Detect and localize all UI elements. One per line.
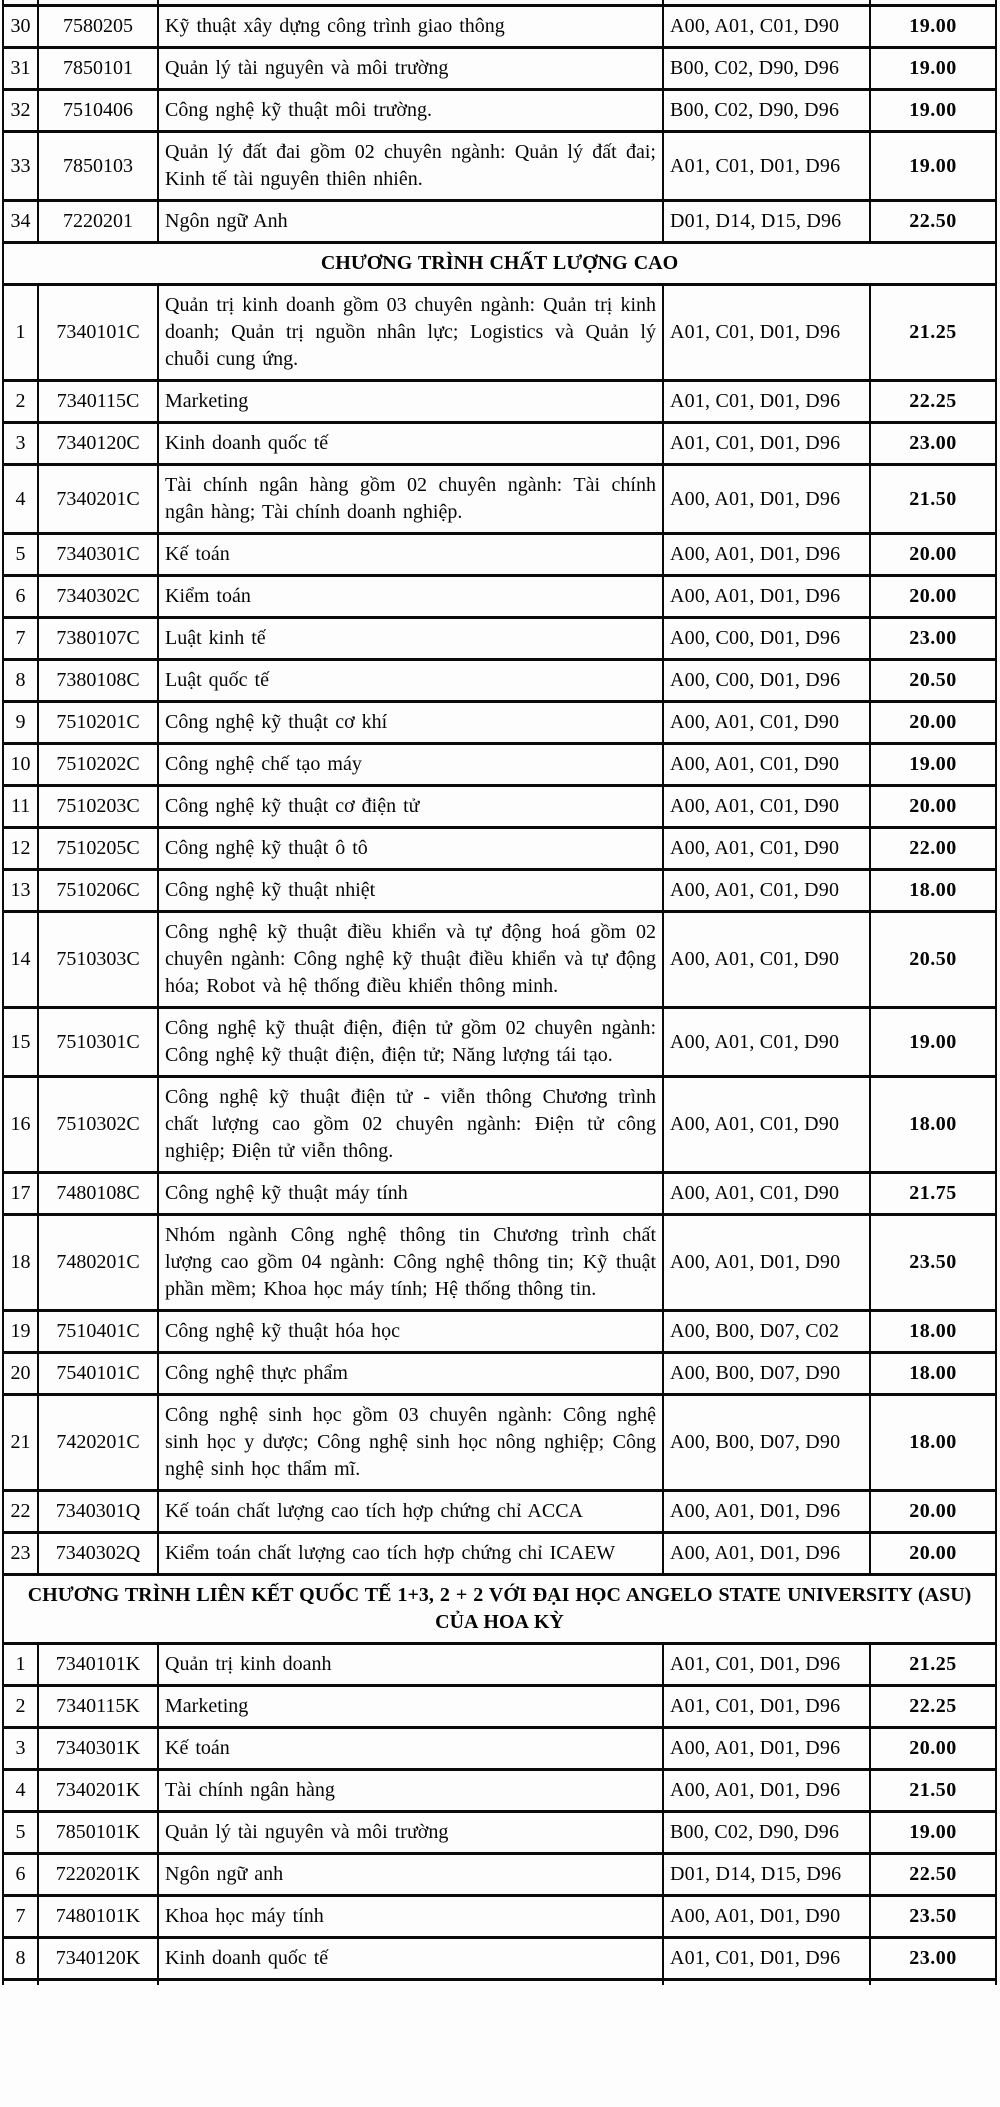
- cell-name: Quản lý tài nguyên và môi trường: [158, 48, 663, 90]
- table-row: [3, 201, 996, 243]
- table-row: [3, 576, 996, 618]
- cell-score: 22.25: [870, 1686, 996, 1728]
- cell-combos: A00, A01, C01, D90: [663, 828, 870, 870]
- cell-num: 22: [3, 1491, 38, 1533]
- cell-combos: A00, A01, C01, D90: [663, 6, 870, 48]
- cell-combos: A00, C00, D01, D96: [663, 618, 870, 660]
- cell-name: Kiểm toán chất lượng cao tích hợp chứng chỉ ICAEW: [158, 1533, 663, 1575]
- cell-score: 20.00: [870, 1491, 996, 1533]
- cell-name: Công nghệ kỹ thuật máy tính: [158, 1173, 663, 1215]
- cell-num: 5: [3, 1812, 38, 1854]
- cell-code: 7340115K: [38, 1686, 158, 1728]
- table-row: [3, 48, 996, 90]
- cell-code: 7340101K: [38, 1644, 158, 1686]
- cell-name: Công nghệ kỹ thuật cơ điện tử: [158, 786, 663, 828]
- cell-num: 31: [3, 48, 38, 90]
- cell-code: 7510401C: [38, 1311, 158, 1353]
- cell-name: Nhóm ngành Công nghệ thông tin Chương trình chất lượng cao gồm 04 ngành: Công nghệ thông tin; Kỹ thuật phần mềm; Khoa học máy tính; Hệ thống thông tin.: [158, 1215, 663, 1311]
- admission-scores-table: [2, 0, 997, 1985]
- cell-num: 33: [3, 132, 38, 201]
- cell-num: 12: [3, 828, 38, 870]
- cell-code: 7510302C: [38, 1077, 158, 1173]
- cell-combos: D01, D14, D15, D96: [663, 1854, 870, 1896]
- cell-combos: B00, C02, D90, D96: [663, 1812, 870, 1854]
- cell-num: 13: [3, 870, 38, 912]
- cell-score: 18.00: [870, 1353, 996, 1395]
- cell-name: Công nghệ kỹ thuật môi trường.: [158, 90, 663, 132]
- cell-num: 15: [3, 1008, 38, 1077]
- cell-combos: A00, B00, D07, D90: [663, 1353, 870, 1395]
- table-row: [3, 1353, 996, 1395]
- cell-score: 20.00: [870, 1728, 996, 1770]
- cell-num: 4: [3, 465, 38, 534]
- cell-combos: A00, A01, D01, D96: [663, 1533, 870, 1575]
- cell-code: 7510203C: [38, 786, 158, 828]
- cell-num: 9: [3, 702, 38, 744]
- table-row: [3, 465, 996, 534]
- cell-combos: A00, A01, C01, D90: [663, 1173, 870, 1215]
- cell-num: 20: [3, 1353, 38, 1395]
- cell-combos: A00, A01, C01, D90: [663, 786, 870, 828]
- cell-combos: A00, B00, D07, D90: [663, 1395, 870, 1491]
- table-row: [3, 381, 996, 423]
- cell-code: 7850101K: [38, 1812, 158, 1854]
- cell-combos: A01, C01, D01, D96: [663, 285, 870, 381]
- cell-combos: A00, A01, D01, D96: [663, 1491, 870, 1533]
- table-row: [3, 1077, 996, 1173]
- cell-name: Công nghệ kỹ thuật cơ khí: [158, 702, 663, 744]
- cell-name: Công nghệ kỹ thuật điện tử - viễn thông Chương trình chất lượng cao gồm 02 chuyên ngành: Điện tử công nghiệp; Điện tử viễn thông.: [158, 1077, 663, 1173]
- cell-score: 19.00: [870, 48, 996, 90]
- cell-num: 4: [3, 1770, 38, 1812]
- cell-code: 7510206C: [38, 870, 158, 912]
- table-row: [3, 534, 996, 576]
- cell-name: Công nghệ thực phẩm: [158, 1353, 663, 1395]
- cell-num: 14: [3, 912, 38, 1008]
- table-row: [3, 660, 996, 702]
- cell-num: 8: [3, 660, 38, 702]
- cell-score: 20.00: [870, 534, 996, 576]
- cell-code: 7340301Q: [38, 1491, 158, 1533]
- cell-score: 19.00: [870, 1008, 996, 1077]
- cell-num: 21: [3, 1395, 38, 1491]
- table-row: [3, 1938, 996, 1980]
- cell-name: Luật kinh tế: [158, 618, 663, 660]
- cell-name: Công nghệ kỹ thuật ô tô: [158, 828, 663, 870]
- cell-num: 8: [3, 1938, 38, 1980]
- cell-name: Quản lý đất đai gồm 02 chuyên ngành: Quản lý đất đai; Kinh tế tài nguyên thiên nhiên.: [158, 132, 663, 201]
- cell-score: 20.00: [870, 786, 996, 828]
- cell-num: 2: [3, 1686, 38, 1728]
- cell-code: 7510201C: [38, 702, 158, 744]
- table-row: [3, 1491, 996, 1533]
- table-row: [3, 132, 996, 201]
- table-row: [3, 1311, 996, 1353]
- cell-combos: A00, A01, D01, D96: [663, 576, 870, 618]
- table-row: [3, 912, 996, 1008]
- cell-code: 7220201: [38, 201, 158, 243]
- cell-name: Công nghệ kỹ thuật điện, điện tử gồm 02 chuyên ngành: Công nghệ kỹ thuật điện, điện tử; Năng lượng tái tạo.: [158, 1008, 663, 1077]
- cell-name: Kinh doanh quốc tế: [158, 1938, 663, 1980]
- section-title: CHƯƠNG TRÌNH CHẤT LƯỢNG CAO: [3, 243, 996, 285]
- cell-combos: A01, C01, D01, D96: [663, 132, 870, 201]
- table-row: [3, 423, 996, 465]
- cell-combos: A00, B00, D07, C02: [663, 1311, 870, 1353]
- cell-num: 3: [3, 1728, 38, 1770]
- cell-combos: A00, A01, C01, D90: [663, 912, 870, 1008]
- cell-combos: A00, C00, D01, D96: [663, 660, 870, 702]
- cell-num: 23: [3, 1533, 38, 1575]
- cell-name: Ngôn ngữ Anh: [158, 201, 663, 243]
- cell-score: 23.50: [870, 1896, 996, 1938]
- table-row: [3, 1173, 996, 1215]
- cell-code: 7580205: [38, 6, 158, 48]
- cell-score: 18.00: [870, 1311, 996, 1353]
- cell-combos: A00, A01, C01, D90: [663, 744, 870, 786]
- cell-num: 7: [3, 1896, 38, 1938]
- cell-code: 7340120K: [38, 1938, 158, 1980]
- cell-num: 1: [3, 285, 38, 381]
- cell-score: 19.00: [870, 132, 996, 201]
- cell-combos: A01, C01, D01, D96: [663, 423, 870, 465]
- cell-name: Quản lý tài nguyên và môi trường: [158, 1812, 663, 1854]
- cell-num: 6: [3, 1854, 38, 1896]
- cell-score: 18.00: [870, 870, 996, 912]
- section-title: CHƯƠNG TRÌNH LIÊN KẾT QUỐC TẾ 1+3, 2 + 2 VỚI ĐẠI HỌC ANGELO STATE UNIVERSITY (ASU) CỦA HOA KỲ: [3, 1575, 996, 1644]
- cell-score: 19.00: [870, 1812, 996, 1854]
- cell-code: 7510406: [38, 90, 158, 132]
- cell-score: 19.00: [870, 744, 996, 786]
- table-row: [3, 1395, 996, 1491]
- cell-combos: A00, A01, C01, D90: [663, 702, 870, 744]
- section-header-row: [3, 243, 996, 285]
- table-row: [3, 1812, 996, 1854]
- cropped-row-bottom: [3, 1980, 996, 1986]
- cell-combos: A01, C01, D01, D96: [663, 381, 870, 423]
- cell-combos: B00, C02, D90, D96: [663, 48, 870, 90]
- cell-score: 20.00: [870, 576, 996, 618]
- table-row: [3, 618, 996, 660]
- table-row: [3, 744, 996, 786]
- table-row: [3, 1770, 996, 1812]
- cell-code: 7380107C: [38, 618, 158, 660]
- cell-combos: A00, A01, D01, D96: [663, 1770, 870, 1812]
- table-row: [3, 90, 996, 132]
- cell-name: Tài chính ngân hàng gồm 02 chuyên ngành: Tài chính ngân hàng; Tài chính doanh nghiệp.: [158, 465, 663, 534]
- cell-name: Công nghệ kỹ thuật hóa học: [158, 1311, 663, 1353]
- cell-score: 20.50: [870, 660, 996, 702]
- cell-combos: A00, A01, D01, D90: [663, 1896, 870, 1938]
- cell-combos: A00, A01, C01, D90: [663, 1008, 870, 1077]
- cell-combos: A00, A01, C01, D90: [663, 1077, 870, 1173]
- cell-num: 1: [3, 1644, 38, 1686]
- cell-num: 2: [3, 381, 38, 423]
- cell-code: 7340120C: [38, 423, 158, 465]
- cell-combos: A00, A01, D01, D96: [663, 534, 870, 576]
- cell-name: Kỹ thuật xây dựng công trình giao thông: [158, 6, 663, 48]
- cropped-next-row: [3, 1980, 996, 1986]
- cell-name: Ngôn ngữ anh: [158, 1854, 663, 1896]
- cell-score: 22.50: [870, 201, 996, 243]
- cell-name: Kiểm toán: [158, 576, 663, 618]
- cell-num: 5: [3, 534, 38, 576]
- table-row: [3, 870, 996, 912]
- cell-num: 7: [3, 618, 38, 660]
- cell-name: Kinh doanh quốc tế: [158, 423, 663, 465]
- cell-combos: A01, C01, D01, D96: [663, 1644, 870, 1686]
- cell-name: Quản trị kinh doanh gồm 03 chuyên ngành: Quản trị kinh doanh; Quản trị nguồn nhân lực; Logistics và Quản lý chuỗi cung ứng.: [158, 285, 663, 381]
- table-row: [3, 786, 996, 828]
- table-row: [3, 285, 996, 381]
- table-row: [3, 1533, 996, 1575]
- cell-name: Quản trị kinh doanh: [158, 1644, 663, 1686]
- cell-name: Kế toán: [158, 534, 663, 576]
- cell-score: 20.00: [870, 702, 996, 744]
- cell-score: 22.25: [870, 381, 996, 423]
- table-row: [3, 1896, 996, 1938]
- cell-num: 30: [3, 6, 38, 48]
- section-header-row: [3, 1575, 996, 1644]
- cell-score: 19.00: [870, 90, 996, 132]
- cell-score: 18.00: [870, 1077, 996, 1173]
- cell-code: 7510202C: [38, 744, 158, 786]
- cell-num: 16: [3, 1077, 38, 1173]
- cell-code: 7340101C: [38, 285, 158, 381]
- cell-score: 21.75: [870, 1173, 996, 1215]
- cell-score: 22.00: [870, 828, 996, 870]
- cell-combos: D01, D14, D15, D96: [663, 201, 870, 243]
- cell-code: 7850103: [38, 132, 158, 201]
- cell-score: 20.00: [870, 1533, 996, 1575]
- table-row: [3, 1854, 996, 1896]
- cell-code: 7850101: [38, 48, 158, 90]
- cell-code: 7340301K: [38, 1728, 158, 1770]
- cell-combos: A01, C01, D01, D96: [663, 1938, 870, 1980]
- cell-num: 19: [3, 1311, 38, 1353]
- cell-code: 7340302Q: [38, 1533, 158, 1575]
- cell-code: 7340302C: [38, 576, 158, 618]
- cell-combos: B00, C02, D90, D96: [663, 90, 870, 132]
- cell-code: 7340201C: [38, 465, 158, 534]
- cell-code: 7340301C: [38, 534, 158, 576]
- cell-num: 17: [3, 1173, 38, 1215]
- cell-combos: A01, C01, D01, D96: [663, 1686, 870, 1728]
- cell-score: 22.50: [870, 1854, 996, 1896]
- cell-name: Công nghệ kỹ thuật điều khiển và tự động hoá gồm 02 chuyên ngành: Công nghệ kỹ thuật điều khiển và tự động hóa; Robot và hệ thống điều khiển thông minh.: [158, 912, 663, 1008]
- cell-name: Công nghệ sinh học gồm 03 chuyên ngành: Công nghệ sinh học y dược; Công nghệ sinh học nông nghiệp; Công nghệ sinh học thẩm mĩ.: [158, 1395, 663, 1491]
- cell-score: 23.50: [870, 1215, 996, 1311]
- cell-score: 23.00: [870, 423, 996, 465]
- cell-num: 6: [3, 576, 38, 618]
- cell-code: 7220201K: [38, 1854, 158, 1896]
- table-row: [3, 828, 996, 870]
- cell-name: Kế toán chất lượng cao tích hợp chứng chỉ ACCA: [158, 1491, 663, 1533]
- cell-code: 7420201C: [38, 1395, 158, 1491]
- cell-score: 23.00: [870, 1938, 996, 1980]
- cell-code: 7480108C: [38, 1173, 158, 1215]
- cell-code: 7480201C: [38, 1215, 158, 1311]
- cell-code: 7540101C: [38, 1353, 158, 1395]
- table-row: [3, 702, 996, 744]
- cell-num: 3: [3, 423, 38, 465]
- cell-code: 7340201K: [38, 1770, 158, 1812]
- cell-name: Marketing: [158, 381, 663, 423]
- cell-score: 21.25: [870, 285, 996, 381]
- table-row: [3, 6, 996, 48]
- cell-combos: A00, A01, D01, D96: [663, 1728, 870, 1770]
- cell-score: 21.50: [870, 1770, 996, 1812]
- cell-name: Kế toán: [158, 1728, 663, 1770]
- cell-code: 7510303C: [38, 912, 158, 1008]
- cell-name: Khoa học máy tính: [158, 1896, 663, 1938]
- table-row: [3, 1728, 996, 1770]
- cell-name: Tài chính ngân hàng: [158, 1770, 663, 1812]
- cell-score: 20.50: [870, 912, 996, 1008]
- cell-score: 21.25: [870, 1644, 996, 1686]
- cell-num: 11: [3, 786, 38, 828]
- cell-code: 7480101K: [38, 1896, 158, 1938]
- cell-code: 7510205C: [38, 828, 158, 870]
- cell-code: 7380108C: [38, 660, 158, 702]
- cell-code: 7340115C: [38, 381, 158, 423]
- table-row: [3, 1215, 996, 1311]
- cell-name: Luật quốc tế: [158, 660, 663, 702]
- cell-combos: A00, A01, D01, D90: [663, 1215, 870, 1311]
- cell-score: 23.00: [870, 618, 996, 660]
- cell-num: 18: [3, 1215, 38, 1311]
- cell-combos: A00, A01, D01, D96: [663, 465, 870, 534]
- cell-score: 21.50: [870, 465, 996, 534]
- table-body: [3, 6, 996, 1980]
- cell-code: 7510301C: [38, 1008, 158, 1077]
- cell-score: 18.00: [870, 1395, 996, 1491]
- cell-num: 32: [3, 90, 38, 132]
- cell-num: 34: [3, 201, 38, 243]
- cell-num: 10: [3, 744, 38, 786]
- table-row: [3, 1686, 996, 1728]
- cell-name: Công nghệ kỹ thuật nhiệt: [158, 870, 663, 912]
- cell-score: 19.00: [870, 6, 996, 48]
- cell-name: Marketing: [158, 1686, 663, 1728]
- table-row: [3, 1644, 996, 1686]
- table-row: [3, 1008, 996, 1077]
- cell-combos: A00, A01, C01, D90: [663, 870, 870, 912]
- cell-name: Công nghệ chế tạo máy: [158, 744, 663, 786]
